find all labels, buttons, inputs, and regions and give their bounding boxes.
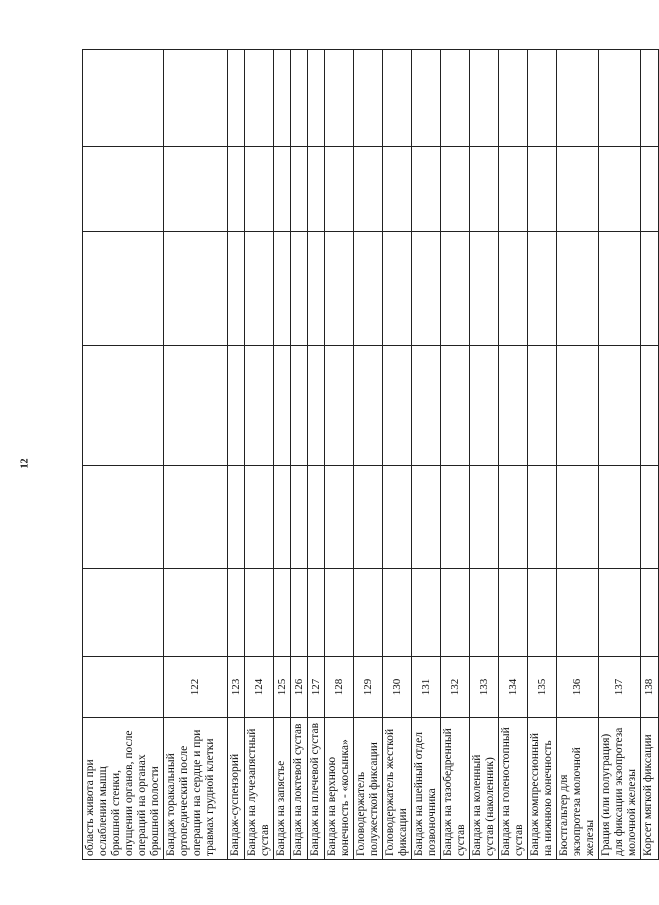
item-name-cell: Головодержатель полужесткой фиксации: [354, 718, 383, 860]
empty-cell: [641, 466, 659, 569]
empty-cell: [291, 466, 308, 569]
table-row: [641, 50, 659, 860]
empty-cell: [83, 147, 164, 232]
item-number-cell: 135: [528, 657, 557, 718]
table-row: [441, 50, 470, 860]
item-number-cell: 123: [228, 657, 245, 718]
empty-cell: [528, 232, 557, 346]
empty-cell: [383, 232, 412, 346]
empty-cell: [164, 346, 228, 466]
empty-cell: [245, 232, 274, 346]
empty-cell: [412, 346, 441, 466]
item-name-cell: Бюстгальтер для экзопротеза молочной железы: [557, 718, 599, 860]
empty-cell: [164, 232, 228, 346]
empty-cell: [164, 147, 228, 232]
empty-cell: [354, 569, 383, 657]
empty-cell: [441, 466, 470, 569]
item-number-cell: 138: [641, 657, 659, 718]
table-row: [274, 50, 291, 860]
empty-cell: [325, 147, 354, 232]
empty-cell: [354, 346, 383, 466]
item-number-cell: [83, 657, 164, 718]
empty-cell: [274, 569, 291, 657]
empty-cell: [641, 232, 659, 346]
item-number-cell: 134: [499, 657, 528, 718]
item-number-cell: 125: [274, 657, 291, 718]
empty-cell: [83, 569, 164, 657]
empty-cell: [245, 346, 274, 466]
table-row: [164, 50, 228, 860]
empty-cell: [412, 232, 441, 346]
empty-cell: [291, 569, 308, 657]
empty-cell: [274, 147, 291, 232]
empty-cell: [291, 147, 308, 232]
item-number-cell: 136: [557, 657, 599, 718]
empty-cell: [383, 50, 412, 147]
item-number-cell: 133: [470, 657, 499, 718]
empty-cell: [557, 147, 599, 232]
empty-cell: [441, 147, 470, 232]
table-row: [599, 50, 641, 860]
empty-cell: [599, 346, 641, 466]
empty-cell: [164, 50, 228, 147]
empty-cell: [528, 569, 557, 657]
empty-cell: [354, 147, 383, 232]
empty-cell: [599, 232, 641, 346]
empty-cell: [412, 569, 441, 657]
item-number-cell: 127: [308, 657, 325, 718]
empty-cell: [470, 232, 499, 346]
rotated-table-wrapper: [82, 50, 655, 860]
empty-cell: [325, 346, 354, 466]
empty-cell: [308, 50, 325, 147]
item-name-cell: Бандаж на верхнюю конечность - «косынка»: [325, 718, 354, 860]
item-name-cell: Бандаж на шейный отдел позвоночника: [412, 718, 441, 860]
empty-cell: [557, 50, 599, 147]
table-row: [308, 50, 325, 860]
empty-cell: [274, 232, 291, 346]
empty-cell: [528, 50, 557, 147]
empty-cell: [354, 232, 383, 346]
empty-cell: [412, 466, 441, 569]
empty-cell: [245, 569, 274, 657]
item-name-cell: область живота при ослаблении мышц брюшной стенки, опущении органов, после операций на органах брюшной полости: [83, 718, 164, 860]
empty-cell: [441, 569, 470, 657]
item-name-cell: Бандаж компрессионный на нижнюю конечность: [528, 718, 557, 860]
empty-cell: [308, 346, 325, 466]
table-row: [291, 50, 308, 860]
empty-cell: [308, 466, 325, 569]
empty-cell: [354, 466, 383, 569]
empty-cell: [245, 147, 274, 232]
empty-cell: [245, 466, 274, 569]
empty-cell: [274, 346, 291, 466]
empty-cell: [274, 466, 291, 569]
empty-cell: [308, 147, 325, 232]
item-name-cell: Грация (или полуграция) для фиксации экзопротеза молочной железы: [599, 718, 641, 860]
empty-cell: [412, 50, 441, 147]
bandage-table: [82, 49, 659, 860]
table-row: [528, 50, 557, 860]
item-number-cell: 130: [383, 657, 412, 718]
empty-cell: [599, 50, 641, 147]
item-number-cell: 124: [245, 657, 274, 718]
empty-cell: [557, 466, 599, 569]
empty-cell: [599, 466, 641, 569]
table-row: [557, 50, 599, 860]
item-name-cell: Бандаж на плечевой сустав: [308, 718, 325, 860]
empty-cell: [383, 569, 412, 657]
item-name-cell: Бандаж на тазобедренный сустав: [441, 718, 470, 860]
empty-cell: [499, 346, 528, 466]
item-name-cell: Бандаж торакальный ортопедический после операции на сердце и при травмах грудной клетки: [164, 718, 228, 860]
empty-cell: [325, 232, 354, 346]
empty-cell: [228, 50, 245, 147]
item-number-cell: 132: [441, 657, 470, 718]
empty-cell: [291, 50, 308, 147]
table-body: [83, 50, 659, 860]
empty-cell: [599, 569, 641, 657]
empty-cell: [228, 466, 245, 569]
empty-cell: [228, 346, 245, 466]
item-name-cell: Бандаж на голеностопный сустав: [499, 718, 528, 860]
empty-cell: [441, 346, 470, 466]
table-row: [499, 50, 528, 860]
empty-cell: [228, 232, 245, 346]
empty-cell: [499, 232, 528, 346]
empty-cell: [641, 147, 659, 232]
empty-cell: [641, 346, 659, 466]
empty-cell: [470, 569, 499, 657]
empty-cell: [557, 569, 599, 657]
empty-cell: [557, 232, 599, 346]
table-row: [383, 50, 412, 860]
empty-cell: [470, 466, 499, 569]
table-row: [325, 50, 354, 860]
empty-cell: [325, 466, 354, 569]
empty-cell: [291, 232, 308, 346]
item-name-cell: Бандаж на запястье: [274, 718, 291, 860]
empty-cell: [245, 50, 274, 147]
empty-cell: [228, 569, 245, 657]
item-number-cell: 131: [412, 657, 441, 718]
item-number-cell: 126: [291, 657, 308, 718]
empty-cell: [308, 232, 325, 346]
empty-cell: [470, 147, 499, 232]
item-number-cell: 137: [599, 657, 641, 718]
empty-cell: [470, 346, 499, 466]
empty-cell: [599, 147, 641, 232]
empty-cell: [83, 346, 164, 466]
empty-cell: [228, 147, 245, 232]
table-row: [228, 50, 245, 860]
empty-cell: [499, 569, 528, 657]
empty-cell: [274, 50, 291, 147]
item-number-cell: 129: [354, 657, 383, 718]
empty-cell: [354, 50, 383, 147]
table-row: [354, 50, 383, 860]
empty-cell: [308, 569, 325, 657]
empty-cell: [83, 50, 164, 147]
empty-cell: [383, 466, 412, 569]
empty-cell: [83, 466, 164, 569]
item-number-cell: 128: [325, 657, 354, 718]
item-name-cell: Бандаж-суспензорий: [228, 718, 245, 860]
table-row: [245, 50, 274, 860]
empty-cell: [291, 346, 308, 466]
empty-cell: [557, 346, 599, 466]
empty-cell: [164, 466, 228, 569]
empty-cell: [441, 50, 470, 147]
table-row: [412, 50, 441, 860]
page-number: 12: [19, 458, 31, 469]
empty-cell: [641, 569, 659, 657]
empty-cell: [528, 346, 557, 466]
empty-cell: [499, 147, 528, 232]
item-name-cell: Корсет мягкой фиксации: [641, 718, 659, 860]
empty-cell: [641, 50, 659, 147]
empty-cell: [470, 50, 499, 147]
empty-cell: [499, 466, 528, 569]
item-name-cell: Головодержатель жесткой фиксации: [383, 718, 412, 860]
empty-cell: [441, 232, 470, 346]
empty-cell: [164, 569, 228, 657]
rotated-table-frame: [82, 50, 655, 860]
empty-cell: [325, 50, 354, 147]
item-name-cell: Бандаж на локтевой сустав: [291, 718, 308, 860]
empty-cell: [528, 147, 557, 232]
empty-cell: [83, 232, 164, 346]
item-number-cell: 122: [164, 657, 228, 718]
table-row: [470, 50, 499, 860]
empty-cell: [412, 147, 441, 232]
empty-cell: [528, 466, 557, 569]
table-row: [83, 50, 164, 860]
empty-cell: [383, 147, 412, 232]
item-name-cell: Бандаж на коленный сустав (наколенник): [470, 718, 499, 860]
item-name-cell: Бандаж на лучезапястный сустав: [245, 718, 274, 860]
empty-cell: [499, 50, 528, 147]
empty-cell: [325, 569, 354, 657]
empty-cell: [383, 346, 412, 466]
